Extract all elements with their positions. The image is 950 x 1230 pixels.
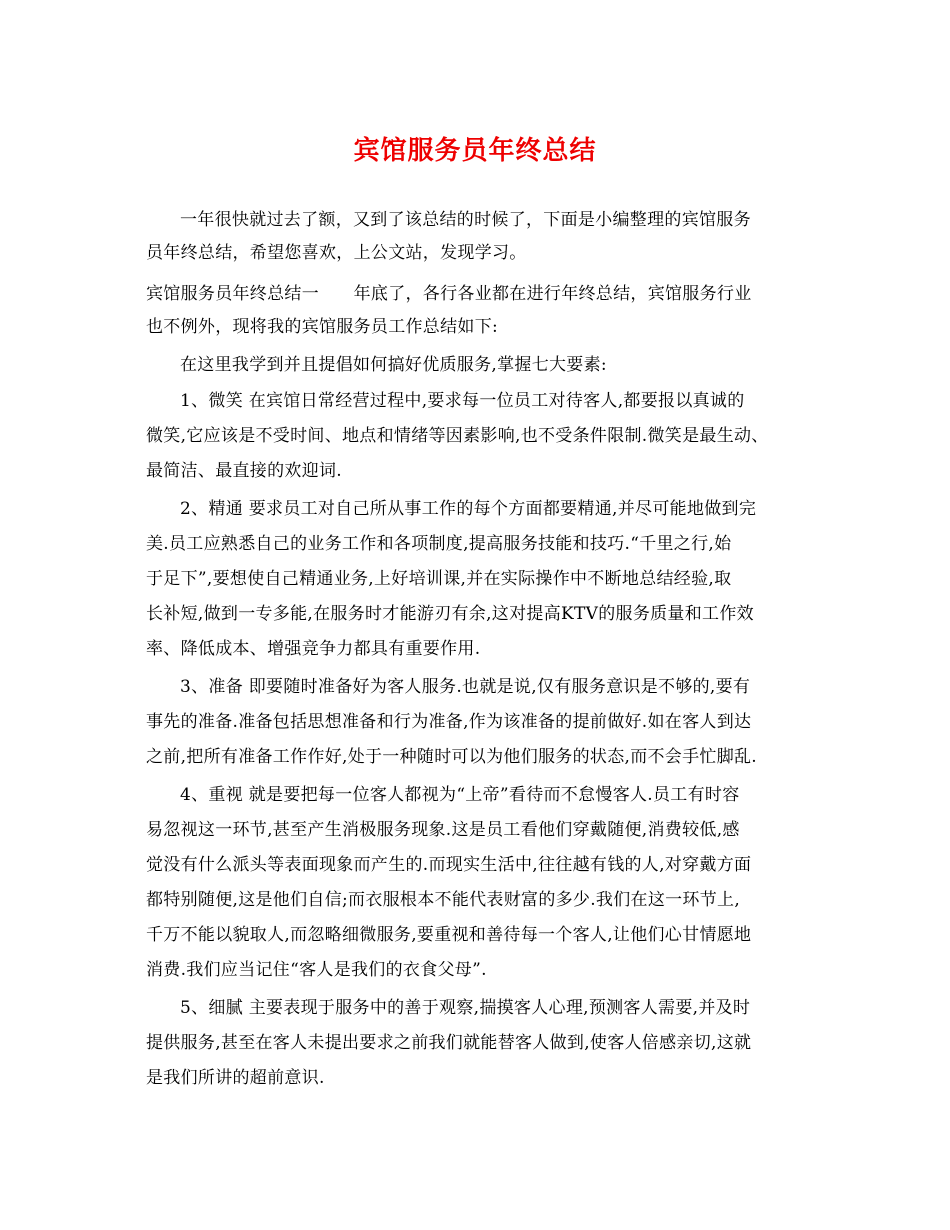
paragraph-line: 事先的准备.准备包括思想准备和行为准备,作为该准备的提前做好.如在客人到达 bbox=[146, 712, 752, 732]
paragraph-line: 都特别随便,这是他们自信;而衣服根本不能代表财富的多少.我们在这一环节上, bbox=[146, 890, 741, 910]
paragraph-line: 千万不能以貌取人,而忽略细微服务,要重视和善待每一个客人,让他们心甘情愿地 bbox=[146, 925, 752, 945]
paragraph-line: 5、细腻 主要表现于服务中的善于观察,揣摸客人心理,预测客人需要,并及时 bbox=[180, 998, 751, 1018]
paragraph-line: 提供服务,甚至在客人未提出要求之前我们就能替客人做到,使客人倍感亲切,这就 bbox=[146, 1033, 752, 1053]
paragraph-line: 4、重视 就是要把每一位客人都视为“上帝”看待而不怠慢客人.员工有时容 bbox=[180, 785, 740, 805]
paragraph-line: 美.员工应熟悉自己的业务工作和各项制度,提高服务技能和技巧.“千里之行,始 bbox=[146, 534, 732, 554]
intro-line: 员年终总结，希望您喜欢，上公文站，发现学习。 bbox=[146, 243, 527, 263]
paragraph-line: 最简洁、最直接的欢迎词. bbox=[146, 461, 343, 481]
paragraph-line: 之前,把所有准备工作作好,处于一种随时可以为他们服务的状态,而不会手忙脚乱. bbox=[146, 747, 758, 767]
intro-line: 一年很快就过去了额，又到了该总结的时候了，下面是小编整理的宾馆服务 bbox=[180, 210, 751, 230]
paragraph-line: 在这里我学到并且提倡如何搞好优质服务,掌握七大要素: bbox=[180, 355, 607, 375]
paragraph-line: 易忽视这一环节,甚至产生消极服务现象.这是员工看他们穿戴随便,消费较低,感 bbox=[146, 820, 740, 840]
paragraph-line: 是我们所讲的超前意识. bbox=[146, 1068, 325, 1088]
paragraph-line: 长补短,做到一专多能,在服务时才能游刃有余,这对提高KTV的服务质量和工作效 bbox=[146, 604, 754, 624]
paragraph-line: 3、准备 即要随时准备好为客人服务.也就是说,仅有服务意识是不够的,要有 bbox=[180, 677, 751, 697]
paragraph-line: 微笑,它应该是不受时间、地点和情绪等因素影响,也不受条件限制.微笑是最生动、 bbox=[146, 426, 769, 446]
page-title: 宾馆服务员年终总结 bbox=[353, 136, 597, 166]
paragraph-line: 率、降低成本、增强竞争力都具有重要作用. bbox=[146, 639, 481, 659]
paragraph-line: 消费.我们应当记住“客人是我们的衣食父母”. bbox=[146, 960, 487, 980]
paragraph-line: 2、精通 要求员工对自己所从事工作的每个方面都要精通,并尽可能地做到完 bbox=[180, 499, 757, 519]
paragraph-line: 于足下”,要想使自己精通业务,上好培训课,并在实际操作中不断地总结经验,取 bbox=[146, 569, 732, 589]
section-heading-line: 宾馆服务员年终总结一 年底了，各行各业都在进行年终总结，宾馆服务行业 bbox=[146, 284, 752, 304]
paragraph-line: 觉没有什么派头等表面现象而产生的.而现实生活中,往往越有钱的人,对穿戴方面 bbox=[146, 855, 752, 875]
paragraph-line: 1、微笑 在宾馆日常经营过程中,要求每一位员工对待客人,都要报以真诚的 bbox=[180, 391, 745, 411]
paragraph-line: 也不例外，现将我的宾馆服务员工作总结如下: bbox=[146, 317, 499, 337]
